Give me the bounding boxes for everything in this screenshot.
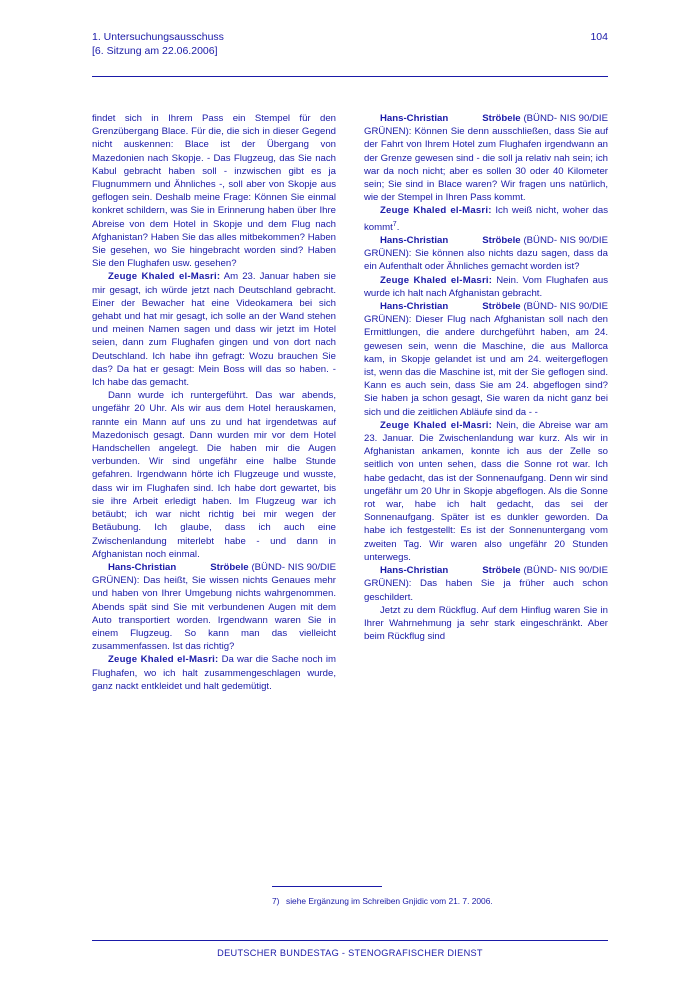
header-session-line: [6. Sitzung am 22.06.2006]: [92, 45, 218, 57]
paragraph-continuation: findet sich in Ihrem Pass ein Stempel für den Grenzübergang Blace. Für die, die sich in dieser Gegend nicht auskennen: Blace ist der Übergang von Mazedonien nach Skopje. - Das Flugzeug, das Sie nach Kabul gebracht haben soll - inzwischen gibt es ja Flugnummern und Ähnliches -, soll aber von Skopje aus geflogen sein. Deshalb meine Frage: Können Sie einmal konkret schildern, was Sie in Erinnerung haben über Ihre Abreise von dem Hotel in Skopje und dem Flug nach Afghanistan? Haben Sie das alles mitbekommen? Haben Sie gesehen, wo Sie hingebracht worden sind? Haben Sie den Flughafen usw. gesehen?: [92, 113, 336, 270]
speaker-stroebele-first: Hans-Christian: [380, 301, 449, 313]
speaker-party-open: (BÜND-: [523, 301, 558, 313]
speaker-witness: Zeuge Khaled el-Masri:: [108, 271, 221, 283]
footnote-divider: [272, 886, 382, 887]
paragraph-text: Nein, die Abreise war am 23. Januar. Die Zwischenlandung war kurz. Als wir in Afghanistan ankamen, konnte ich aus der Zelle so seitlich von unten sehen, dass die Sonne rot war. Ich habe gedacht, das ist der Sonnenaufgang. Denn wir sind ungefähr um 20 Uhr in Skopje abgeflogen. Als die Sonne rot war, habe ich halt gedacht, das sei der Sonnenaufgang. Später ist es dunkler geworden. Da habe ich festgestellt: Es ist der Sonnenuntergang vom zweiten Tag. Wir waren also ungefähr 20 Stunden unterwegs.: [364, 419, 609, 563]
right-column: [364, 112, 608, 643]
paragraph-text: Da war die Sache noch im Flughafen, wo ich halt zusammengeschlagen wurde, ganz nackt entkleidet und halt gedemütigt.: [92, 654, 336, 692]
left-column: [92, 112, 336, 693]
speaker-party-close: NIS 90/DIE GRÜNEN):: [364, 235, 608, 260]
speaker-witness: Zeuge Khaled el-Masri:: [108, 654, 219, 666]
paragraph-stroebele-3: [364, 234, 608, 274]
header-left: [92, 30, 512, 58]
footnote: [272, 896, 516, 907]
paragraph-witness-2: [92, 653, 336, 693]
page-footer: DEUTSCHER BUNDESTAG - STENOGRAFISCHER DIENST: [217, 948, 483, 958]
paragraph-witness-3: [364, 204, 608, 234]
speaker-stroebele-last: Ströbele: [482, 113, 521, 124]
speaker-stroebele-first: Hans-Christian: [380, 113, 449, 124]
paragraph-text: Das heißt, Sie wissen nichts Genaues mehr und haben von Ihrer Umgebung nichts wahrgenommen. Abends spät sind Sie mit verbundenen Augen mit dem Auto transportiert worden. Irgendwann waren Sie in einem Flugzeug. So kann man das vielleicht zusammenfassen. Ist das richtig?: [92, 575, 336, 653]
speaker-party-close: NIS 90/DIE GRÜNEN):: [92, 561, 336, 587]
paragraph-witness-1: [92, 270, 336, 389]
speaker-stroebele-last: Ströbele: [482, 301, 521, 313]
page-number: 104: [590, 31, 608, 43]
footnote-number: 7): [272, 896, 280, 906]
speaker-stroebele-last: Ströbele: [482, 565, 521, 577]
paragraph-text-tail: .: [396, 221, 400, 233]
footnote-reference: 7: [392, 220, 397, 228]
speaker-stroebele-first: Hans-Christian: [380, 565, 449, 577]
speaker-party-open: (BÜND-: [523, 565, 558, 577]
paragraph-text: Dieser Flug nach Afghanistan soll nach den Ermittlungen, die andere durchgeführt haben, am 24. gewesen sein, wenn die Maschine, die aus Mallorca kam, in Skopje gelandet ist und am 24. weitergeflogen ist, wenn das die Maschine ist, mit der Sie geflogen sind. Kann es auch sein, dass Sie am 24. abgeflogen sind? Sie haben ja schon gesagt, Sie waren da nicht ganz bei sich und die zeitlichen Abläufe sind da - -: [364, 314, 609, 418]
body-columns: [92, 112, 608, 872]
speaker-stroebele-first: Hans-Christian: [380, 235, 449, 247]
header-committee-line: 1. Untersuchungsausschuss: [92, 31, 224, 43]
paragraph-text: Am 23. Januar haben sie mir gesagt, ich würde jetzt nach Deutschland gebracht. Einer der Bewacher hat eine Videokamera bei sich gehabt und hat mir gesagt, ich solle an der Wand stehen und meinen Namen sagen und dass wir jetzt im Hotel seien, dann zum Flughafen gingen und von dort nach Deutschland. Ich habe ihn gefragt: Wozu brauchen Sie das? Da hat er gesagt: Mein Boss will das so haben. - Ich habe das gemacht.: [92, 271, 336, 389]
speaker-party-close: NIS 90/DIE GRÜNEN):: [364, 565, 608, 590]
paragraph-witness-5: [364, 419, 608, 564]
paragraph-text: Das haben Sie ja früher auch schon geschildert.: [364, 578, 608, 603]
speaker-party-close: NIS 90/DIE GRÜNEN):: [364, 301, 608, 326]
paragraph-text: Nein. Vom Flughafen aus wurde ich halt nach Afghanistan gebracht.: [364, 274, 609, 299]
speaker-party-open: (BÜND-: [523, 235, 558, 247]
footnote-text: siehe Ergänzung im Schreiben Gnjidic vom 21. 7. 2006.: [286, 896, 493, 906]
paragraph-stroebele-4: [364, 300, 608, 419]
speaker-stroebele-first: Hans-Christian: [108, 561, 177, 573]
speaker-party-open: (BÜND-: [523, 113, 558, 124]
paragraph-text: Ich weiß nicht, woher das kommt: [364, 205, 608, 233]
speaker-stroebele-last: Ströbele: [482, 235, 521, 247]
paragraph-stroebele-1: [92, 561, 336, 653]
speaker-witness: Zeuge Khaled el-Masri:: [380, 205, 492, 217]
speaker-witness: Zeuge Khaled el-Masri:: [380, 419, 493, 431]
speaker-party-close: NIS 90/DIE GRÜNEN):: [364, 113, 608, 138]
footer-divider: [92, 940, 608, 941]
speaker-stroebele-last: Ströbele: [210, 561, 249, 573]
paragraph-witness-4: [364, 274, 608, 300]
header-divider: [92, 76, 608, 77]
paragraph-stroebele-2: [364, 112, 608, 204]
paragraph-stroebele-5: [364, 564, 608, 604]
speaker-witness: Zeuge Khaled el-Masri:: [380, 274, 493, 286]
paragraph-plain-2: Jetzt zu dem Rückflug. Auf dem Hinflug waren Sie in Ihrer Wahrnehmung ja sehr stark eingeschränkt. Aber beim Rückflug sind: [364, 604, 608, 643]
speaker-party-open: (BÜND-: [251, 561, 286, 573]
paragraph-text: Sie können also nichts dazu sagen, dass da ein Aufenthalt oder Ähnliches gemacht worden ist?: [364, 248, 608, 273]
paragraph-text: Können Sie denn ausschließen, dass Sie auf der Fahrt von Ihrem Hotel zum Flughafen irgendwann an der Grenze gewesen sind - die soll ja relativ nah sein; ich war da noch nicht; aber es sollen 30 oder 40 Kilometer sein; Sie sind in Blace waren? Wir fragen uns natürlich, wie der Stempel in Ihren Pass kommt.: [364, 126, 608, 204]
paragraph-plain-1: Dann wurde ich runtergeführt. Das war abends, ungefähr 20 Uhr. Als wir aus dem Hotel herauskamen, rannte ein Mann auf uns zu und hat irgendetwas auf Mazedonisch gesagt. Dann wurden mir vor dem Hotel Handschellen angelegt. Die haben mir die Augen verbunden. Wir sind ungefähr eine halbe Stunde gefahren. Irgendwann hörte ich Flugzeuge und wusste, dass wir im Flughafen sind. Ich habe dort gewartet, bis sie ihre Arbeit erledigt haben. Im Flugzeug war ich betäubt; ich war nicht richtig bei mir wegen der Betäubung. Ich glaube, dass ich auch eine Zwischenlandung miterlebt habe - und dann in Afghanistan noch einmal.: [92, 390, 336, 560]
